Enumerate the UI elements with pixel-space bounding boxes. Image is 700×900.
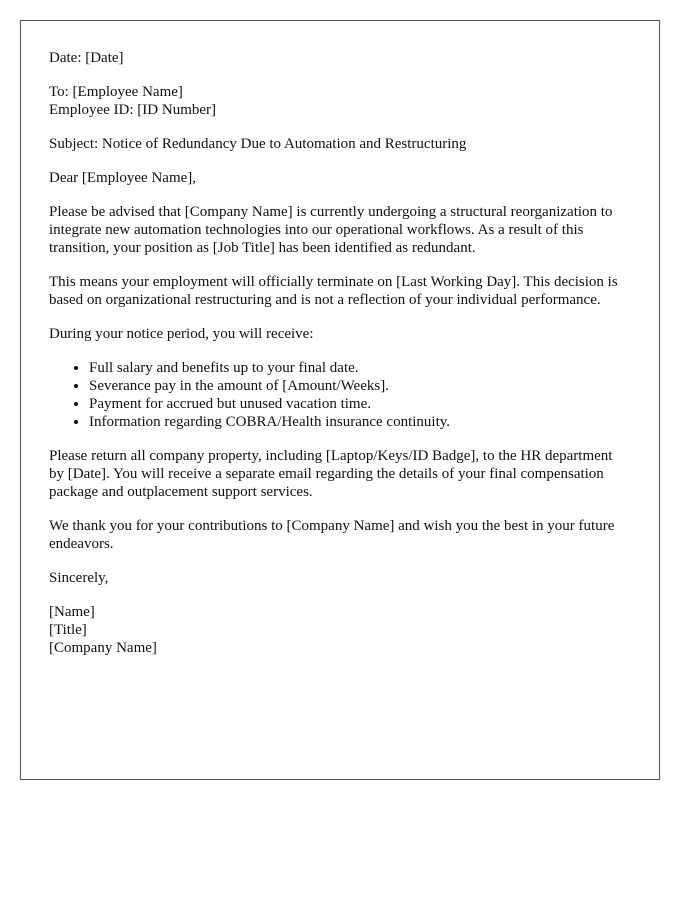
employee-id-line: Employee ID: [ID Number] — [49, 102, 217, 118]
letter-document — [20, 20, 660, 780]
subject-line: Subject: Notice of Redundancy Due to Automation and Restructuring — [49, 136, 467, 152]
paragraph-termination-date: This means your employment will officially terminate on [Last Working Day]. This decision is based on organizational restructuring and is not a reflection of your individual performance. — [49, 274, 618, 308]
list-item: • Payment for accrued but unused vacation time. — [89, 395, 631, 413]
to-line: To: [Employee Name] — [49, 84, 183, 100]
list-item: • Information regarding COBRA/Health insurance continuity. — [89, 413, 631, 431]
signatory-name: [Name] — [49, 604, 95, 620]
paragraph-thanks: We thank you for your contributions to [Company Name] and wish you the best in your future endeavors. — [49, 518, 615, 552]
recipient-block — [49, 83, 631, 119]
notice-period-intro: During your notice period, you will receive: — [49, 326, 314, 342]
date-line: Date: [Date] — [49, 50, 124, 66]
salutation: Dear [Employee Name], — [49, 170, 197, 186]
signatory-details — [49, 603, 631, 657]
signatory-company: [Company Name] — [49, 640, 157, 656]
list-item: • Severance pay in the amount of [Amount/Weeks]. — [89, 377, 631, 395]
list-item: • Full salary and benefits up to your final date. — [89, 359, 631, 377]
signatory-title: [Title] — [49, 622, 87, 638]
paragraph-company-property: Please return all company property, including [Laptop/Keys/ID Badge], to the HR department by [Date]. You will receive a separate email regarding the details of your final compensation package and outplacement support services. — [49, 448, 613, 500]
benefits-list — [49, 359, 631, 431]
signature-block — [49, 569, 631, 657]
paragraph-redundancy-notice: Please be advised that [Company Name] is currently undergoing a structural reorganization to integrate new automation technologies into our operational workflows. As a result of this transition, your position as [Job Title] has been identified as redundant. — [49, 204, 613, 256]
sign-off: Sincerely, — [49, 570, 109, 586]
